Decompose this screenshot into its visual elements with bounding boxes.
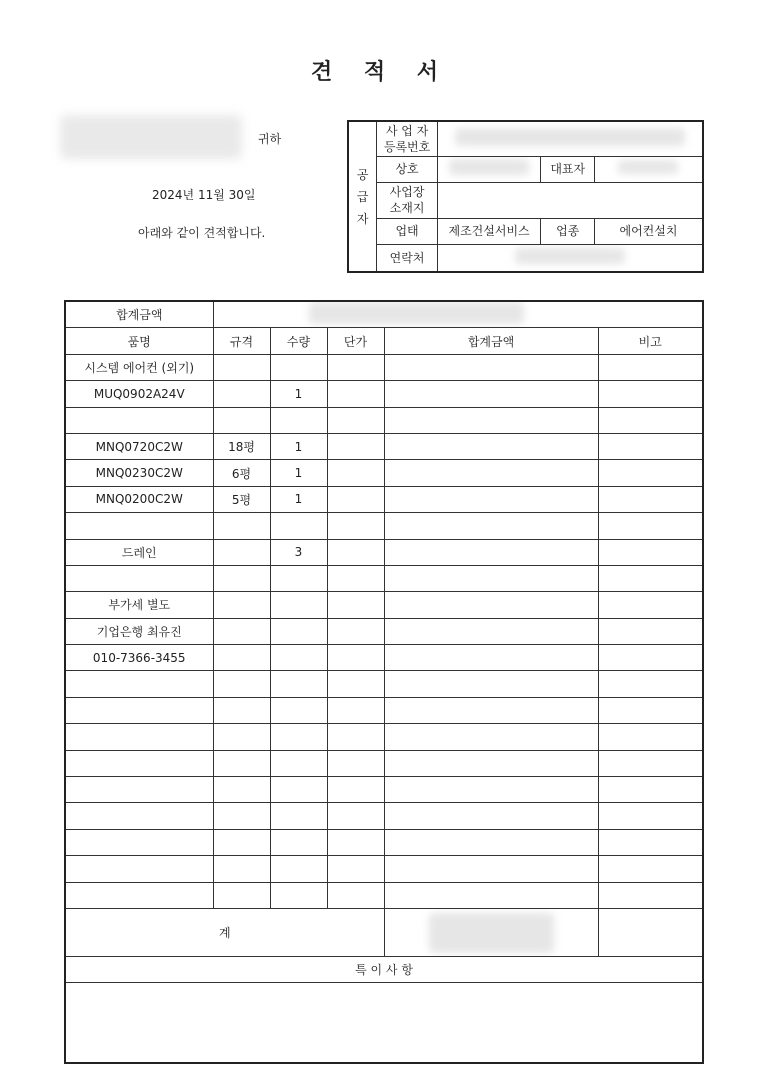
row-amount — [384, 354, 598, 380]
row-amount — [384, 829, 598, 855]
row-spec — [213, 565, 270, 591]
honorific: 귀하 — [258, 132, 282, 146]
row-item: MNQ0720C2W — [65, 433, 213, 459]
row-note — [598, 539, 703, 565]
row-note — [598, 829, 703, 855]
sum-note — [598, 908, 703, 956]
row-spec — [213, 618, 270, 644]
contact-value-redacted — [437, 244, 703, 272]
row-unit-price — [327, 803, 384, 829]
row-unit-price — [327, 750, 384, 776]
row-note — [598, 592, 703, 618]
quote-date: 2024년 11월 30일 — [152, 188, 256, 202]
row-item — [65, 882, 213, 908]
row-qty — [270, 645, 327, 671]
row-qty — [270, 882, 327, 908]
row-note — [598, 856, 703, 882]
row-spec — [213, 777, 270, 803]
row-qty — [270, 592, 327, 618]
total-amount-label: 합계금액 — [65, 301, 213, 328]
quote-row — [65, 513, 703, 539]
header-qty: 수량 — [270, 328, 327, 354]
quote-row — [65, 433, 703, 459]
row-item — [65, 671, 213, 697]
row-note — [598, 618, 703, 644]
rep-value-redacted — [594, 156, 703, 182]
row-note — [598, 803, 703, 829]
document-title: 견 적 서 — [310, 60, 451, 85]
row-item — [65, 697, 213, 723]
header-unit-price: 단가 — [327, 328, 384, 354]
row-amount — [384, 565, 598, 591]
row-spec — [213, 592, 270, 618]
row-spec — [213, 513, 270, 539]
row-unit-price — [327, 671, 384, 697]
row-qty — [270, 618, 327, 644]
row-spec: 5평 — [213, 486, 270, 512]
row-item — [65, 777, 213, 803]
quote-row — [65, 592, 703, 618]
row-item — [65, 750, 213, 776]
row-amount — [384, 671, 598, 697]
quote-row — [65, 539, 703, 565]
row-amount — [384, 777, 598, 803]
quote-row — [65, 777, 703, 803]
quote-statement: 아래와 같이 견적합니다. — [138, 226, 266, 240]
row-unit-price — [327, 486, 384, 512]
business-type-label: 업태 — [377, 218, 437, 244]
supplier-table — [347, 120, 704, 273]
row-note — [598, 407, 703, 433]
company-value-redacted — [437, 156, 541, 182]
row-qty — [270, 750, 327, 776]
quote-row — [65, 882, 703, 908]
row-note — [598, 354, 703, 380]
row-spec — [213, 803, 270, 829]
row-amount — [384, 750, 598, 776]
reg-no-value-redacted — [437, 121, 703, 156]
row-qty — [270, 354, 327, 380]
row-qty — [270, 513, 327, 539]
quote-row — [65, 565, 703, 591]
row-qty — [270, 565, 327, 591]
row-amount — [384, 407, 598, 433]
row-spec — [213, 750, 270, 776]
row-note — [598, 460, 703, 486]
row-qty — [270, 777, 327, 803]
sum-amount-redacted — [384, 908, 598, 956]
row-item — [65, 565, 213, 591]
quote-row — [65, 381, 703, 407]
row-unit-price — [327, 407, 384, 433]
row-item: 시스템 에어컨 (외기) — [65, 354, 213, 380]
quote-row — [65, 697, 703, 723]
row-spec — [213, 539, 270, 565]
row-amount — [384, 592, 598, 618]
total-amount-value-redacted — [213, 301, 703, 328]
row-qty — [270, 671, 327, 697]
row-item: MNQ0200C2W — [65, 486, 213, 512]
row-item: MNQ0230C2W — [65, 460, 213, 486]
row-unit-price — [327, 539, 384, 565]
row-unit-price — [327, 829, 384, 855]
quote-rows — [65, 354, 703, 908]
quote-row — [65, 618, 703, 644]
row-note — [598, 486, 703, 512]
row-spec — [213, 882, 270, 908]
row-item: 드레인 — [65, 539, 213, 565]
row-item — [65, 513, 213, 539]
row-spec — [213, 829, 270, 855]
row-qty — [270, 803, 327, 829]
address-value — [437, 182, 703, 218]
row-unit-price — [327, 513, 384, 539]
quote-row — [65, 354, 703, 380]
row-amount — [384, 697, 598, 723]
recipient-name-redacted — [60, 115, 242, 159]
quote-row — [65, 803, 703, 829]
row-amount — [384, 433, 598, 459]
row-unit-price — [327, 724, 384, 750]
row-qty: 3 — [270, 539, 327, 565]
quote-row — [65, 829, 703, 855]
row-spec: 18평 — [213, 433, 270, 459]
row-item: 부가세 별도 — [65, 592, 213, 618]
remarks-body — [65, 983, 703, 1064]
row-spec — [213, 645, 270, 671]
row-spec — [213, 724, 270, 750]
row-amount — [384, 381, 598, 407]
row-item — [65, 724, 213, 750]
row-note — [598, 645, 703, 671]
row-amount — [384, 724, 598, 750]
row-qty: 1 — [270, 433, 327, 459]
remarks-label: 특 이 사 항 — [65, 956, 703, 982]
row-item — [65, 407, 213, 433]
row-item — [65, 829, 213, 855]
quote-table — [64, 300, 704, 1064]
header-item: 품명 — [65, 328, 213, 354]
row-item: 010-7366-3455 — [65, 645, 213, 671]
row-qty — [270, 697, 327, 723]
row-spec — [213, 697, 270, 723]
quote-row — [65, 724, 703, 750]
row-qty — [270, 856, 327, 882]
category-label: 업종 — [541, 218, 595, 244]
row-spec — [213, 354, 270, 380]
row-spec: 6평 — [213, 460, 270, 486]
row-note — [598, 565, 703, 591]
row-unit-price — [327, 381, 384, 407]
header-amount: 합계금액 — [384, 328, 598, 354]
row-amount — [384, 803, 598, 829]
row-note — [598, 697, 703, 723]
row-unit-price — [327, 697, 384, 723]
row-spec — [213, 856, 270, 882]
row-amount — [384, 618, 598, 644]
row-amount — [384, 856, 598, 882]
company-label: 상호 — [377, 156, 437, 182]
row-qty: 1 — [270, 381, 327, 407]
quote-row — [65, 750, 703, 776]
row-unit-price — [327, 777, 384, 803]
row-item — [65, 803, 213, 829]
row-spec — [213, 407, 270, 433]
row-unit-price — [327, 645, 384, 671]
row-unit-price — [327, 565, 384, 591]
row-amount — [384, 486, 598, 512]
row-unit-price — [327, 618, 384, 644]
row-amount — [384, 882, 598, 908]
row-qty — [270, 829, 327, 855]
header-note: 비고 — [598, 328, 703, 354]
sum-label: 계 — [65, 908, 384, 956]
row-note — [598, 513, 703, 539]
reg-no-label: 사 업 자 등록번호 — [377, 121, 437, 156]
row-unit-price — [327, 354, 384, 380]
row-note — [598, 882, 703, 908]
contact-label: 연락처 — [377, 244, 437, 272]
rep-label: 대표자 — [541, 156, 595, 182]
row-unit-price — [327, 856, 384, 882]
row-amount — [384, 513, 598, 539]
row-spec — [213, 671, 270, 697]
row-unit-price — [327, 460, 384, 486]
row-amount — [384, 460, 598, 486]
row-note — [598, 777, 703, 803]
row-spec — [213, 381, 270, 407]
row-item: 기업은행 최유진 — [65, 618, 213, 644]
row-note — [598, 433, 703, 459]
row-amount — [384, 539, 598, 565]
row-note — [598, 750, 703, 776]
category-value: 에어컨설치 — [594, 218, 703, 244]
row-qty — [270, 407, 327, 433]
quote-row — [65, 856, 703, 882]
row-amount — [384, 645, 598, 671]
row-unit-price — [327, 882, 384, 908]
row-item — [65, 856, 213, 882]
row-qty: 1 — [270, 460, 327, 486]
quote-row — [65, 645, 703, 671]
quote-row — [65, 486, 703, 512]
header-spec: 규격 — [213, 328, 270, 354]
row-unit-price — [327, 592, 384, 618]
row-note — [598, 724, 703, 750]
row-note — [598, 381, 703, 407]
address-label: 사업장 소재지 — [377, 182, 437, 218]
row-qty: 1 — [270, 486, 327, 512]
row-unit-price — [327, 433, 384, 459]
quote-row — [65, 407, 703, 433]
supplier-side-label: 공 급 자 — [348, 121, 377, 272]
business-type-value: 제조건설서비스 — [437, 218, 541, 244]
row-note — [598, 671, 703, 697]
quote-row — [65, 671, 703, 697]
row-item: MUQ0902A24V — [65, 381, 213, 407]
quote-row — [65, 460, 703, 486]
row-qty — [270, 724, 327, 750]
